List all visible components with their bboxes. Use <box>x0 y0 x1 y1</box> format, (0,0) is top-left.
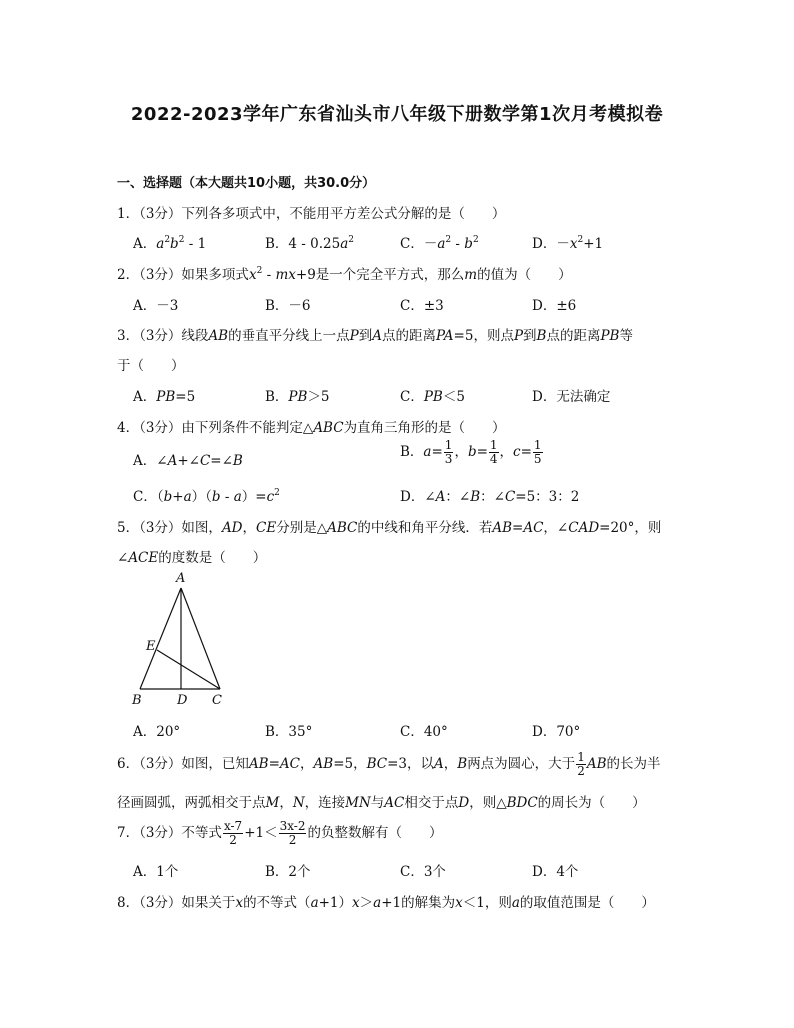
question-3-stem-line2: 于（ ） <box>117 358 185 374</box>
q3-option-a: A．PB=5 <box>133 389 196 405</box>
question-7-stem: 7．（3分）不等式 $\frac{x-7}{2}$ +1＜ $\frac{3x-2}{2}$ 的负整数解有（ ） <box>117 819 443 847</box>
q2-option-d: D．±6 <box>532 298 577 314</box>
fraction-1-5: $\frac{1}{5}$ <box>533 438 542 466</box>
q3-option-c: C．PB＜5 <box>400 389 465 405</box>
label-e: E <box>146 639 156 654</box>
question-2-stem: 2．（3分）如果多项式$x^2 - mx+9$是一个完全平方式，那么m的值为（ ） <box>117 266 572 283</box>
triangle-figure <box>128 568 238 710</box>
q1-option-b: B．$4 - 0.25a^2$ <box>265 235 355 252</box>
fraction-1-2: $\frac{1}{2}$ <box>577 750 585 778</box>
q1-option-a: A．$a^2b^2 - 1$ <box>133 235 207 252</box>
page-title: 2022-2023学年广东省汕头市八年级下册数学第1次月考模拟卷 <box>130 104 664 125</box>
q4-option-d: D．∠A：∠B：∠C=5：3：2 <box>400 489 580 505</box>
section-heading: 一、选择题（本大题共10小题，共30.0分） <box>117 176 376 191</box>
fraction-x-7-over-2: $\frac{x-7}{2}$ <box>223 819 243 847</box>
label-d: D <box>177 693 188 708</box>
fraction-3x-2-over-2: $\frac{3x-2}{2}$ <box>279 819 306 847</box>
q1-option-c: C．$-a^2 - b^2$ <box>400 235 479 252</box>
question-3-stem-line1: 3．（3分）线段AB的垂直平分线上一点P到A点的距离PA=5，则点P到B点的距离PB等 <box>117 328 633 344</box>
q3-option-d: D．无法确定 <box>532 389 611 405</box>
fraction-1-4: $\frac{1}{4}$ <box>489 438 498 466</box>
fraction-1-3: $\frac{1}{3}$ <box>444 438 453 466</box>
question-1-stem: 1．（3分）下列各多项式中，不能用平方差公式分解的是（ ） <box>117 206 506 222</box>
label-c: C <box>212 693 222 708</box>
q7-option-b: B．2个 <box>265 864 311 880</box>
q2-option-a: A．－3 <box>133 298 179 314</box>
q3-option-b: B．PB＞5 <box>265 389 330 405</box>
question-5-stem-line1: 5．（3分）如图，AD，CE分别是△ABC的中线和角平分线．若AB=AC，∠CAD=20°，则 <box>117 520 662 536</box>
q4-option-b: B．a= $\frac{1}{3}$ ，b= $\frac{1}{4}$ ，c= $\frac{1}{5}$ <box>400 438 542 466</box>
label-a: A <box>176 571 186 586</box>
question-6-stem-line2: 径画圆弧，两弧相交于点M，N，连接MN与AC相交于点D，则△BDC的周长为（ ） <box>117 795 646 811</box>
q2-option-c: C．±3 <box>400 298 444 314</box>
q4-option-c: C．$(b+a)(b - a)=c^2$ <box>133 488 280 505</box>
q5-option-c: C．40° <box>400 724 448 740</box>
question-6-stem-line1: 6．（3分）如图，已知AB=AC，AB=5，BC=3，以A，B两点为圆心，大于 $\frac{1}{2}$ AB的长为半 <box>117 750 661 778</box>
question-4-stem: 4．（3分）由下列条件不能判定△ABC为直角三角形的是（ ） <box>117 420 506 436</box>
question-5-stem-line2: ∠ACE的度数是（ ） <box>117 550 267 566</box>
q1-option-d: D．$-x^2+1$ <box>532 235 604 252</box>
q5-option-d: D．70° <box>532 724 581 740</box>
q2-option-b: B．－6 <box>265 298 311 314</box>
q7-option-c: C．3个 <box>400 864 446 880</box>
label-b: B <box>132 693 142 708</box>
q4-option-a: A．∠A+∠C=∠B <box>133 453 243 469</box>
question-8-stem: 8．（3分）如果关于x的不等式（a+1）x＞a+1的解集为x＜1，则a的取值范围是（ ） <box>117 895 655 911</box>
bisector-ce <box>157 650 220 689</box>
q5-option-a: A．20° <box>133 724 181 740</box>
q5-option-b: B．35° <box>265 724 313 740</box>
side-ac <box>181 588 220 689</box>
q7-option-a: A．1个 <box>133 864 179 880</box>
q7-option-d: D．4个 <box>532 864 579 880</box>
